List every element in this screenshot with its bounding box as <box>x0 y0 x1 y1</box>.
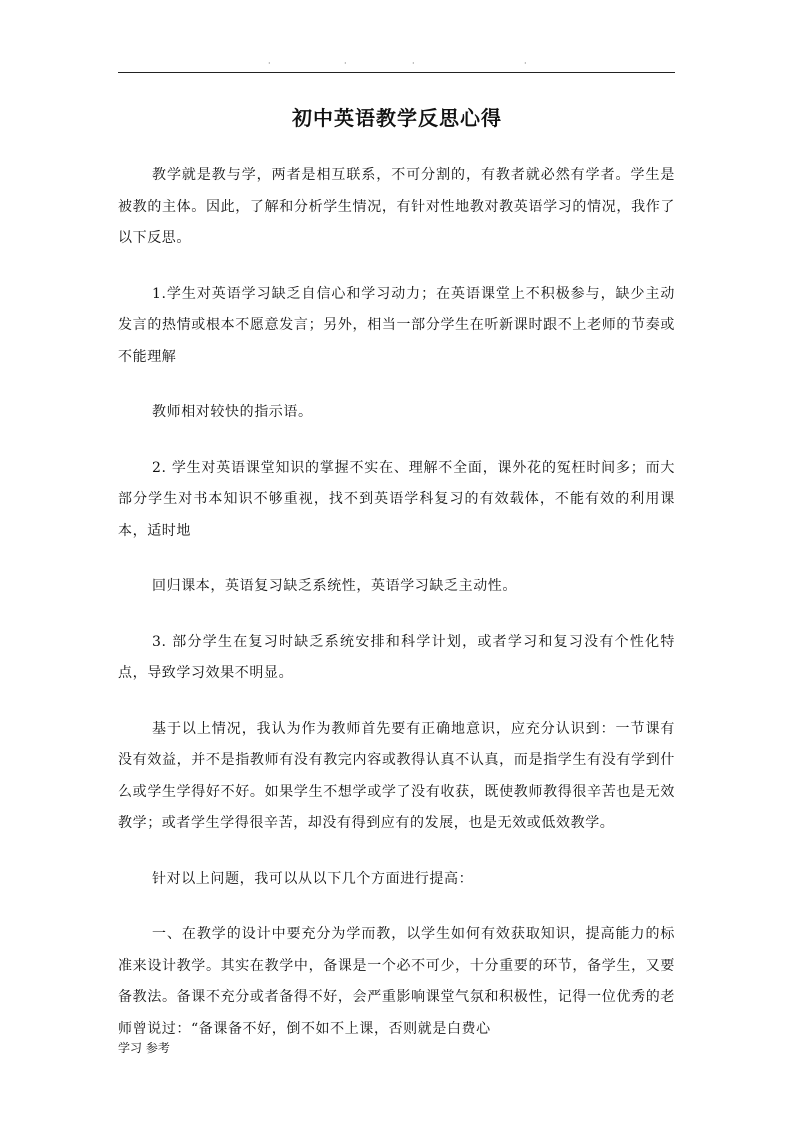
paragraph-intro: 教学就是教与学，两者是相互联系，不可分割的，有教者就必然有学者。学生是被教的主体。因此，了解和分析学生情况，有针对性地教对教英语学习的情况，我作了以下反思。 <box>118 167 675 246</box>
paragraph-point-1: 1.学生对英语学习缺乏自信心和学习动力；在英语课堂上不积极参与，缺少主动发言的热情或根本不愿意发言；另外，相当一部分学生在听新课时跟不上老师的节奏或不能理解 <box>118 285 675 365</box>
paragraph-approach-1: 一、在教学的设计中要充分为学而教，以学生如何有效获取知识，提高能力的标准来设计教学。其实在教学中，备课是一个必不可少，十分重要的环节，备学生，又要备教法。备课不充分或者备得不好，会严重影响课堂气氛和积极性，记得一位优秀的老师曾说过：“备课备不好，倒不如不上课，否则就是白费心 <box>118 926 675 1037</box>
header-dot: · <box>268 59 271 68</box>
footer-label: 学习 参考 <box>118 1041 170 1055</box>
header-rule <box>118 72 675 73</box>
header-dot: · <box>524 59 527 68</box>
paragraph-point-3: 3. 部分学生在复习时缺乏系统安排和科学计划，或者学习和复习没有个性化特点，导致学习效果不明显。 <box>118 633 675 681</box>
paragraph-analysis: 基于以上情况，我认为作为教师首先要有正确地意识，应充分认识到：一节课有没有效益，并不是指教师有没有教完内容或教得认真不认真，而是指学生有没有学到什么或学生学得好不好。如果学生不想学或学了没有收获，既使教师教得很辛苦也是无效教学；或者学生学得很辛苦，却没有得到应有的发展，也是无效或低效教学。 <box>118 720 675 831</box>
header-dot: · <box>344 59 347 68</box>
paragraph-point-2: 2. 学生对英语课堂知识的掌握不实在、理解不全面，课外花的冤枉时间多；而大部分学生对书本知识不够重视，找不到英语学科复习的有效载体，不能有效的利用课本，适时地 <box>118 459 675 539</box>
paragraph-point-1-continued: 教师相对较快的指示语。 <box>152 404 313 420</box>
page-title: 初中英语教学反思心得 <box>292 106 502 130</box>
paragraph-approach-intro: 针对以上问题，我可以从以下几个方面进行提高： <box>152 870 474 887</box>
document-body <box>118 160 675 1069</box>
paragraph-point-2-continued: 回归课本，英语复习缺乏系统性，英语学习缺乏主动性。 <box>152 578 517 594</box>
header-dot: · <box>412 59 415 68</box>
